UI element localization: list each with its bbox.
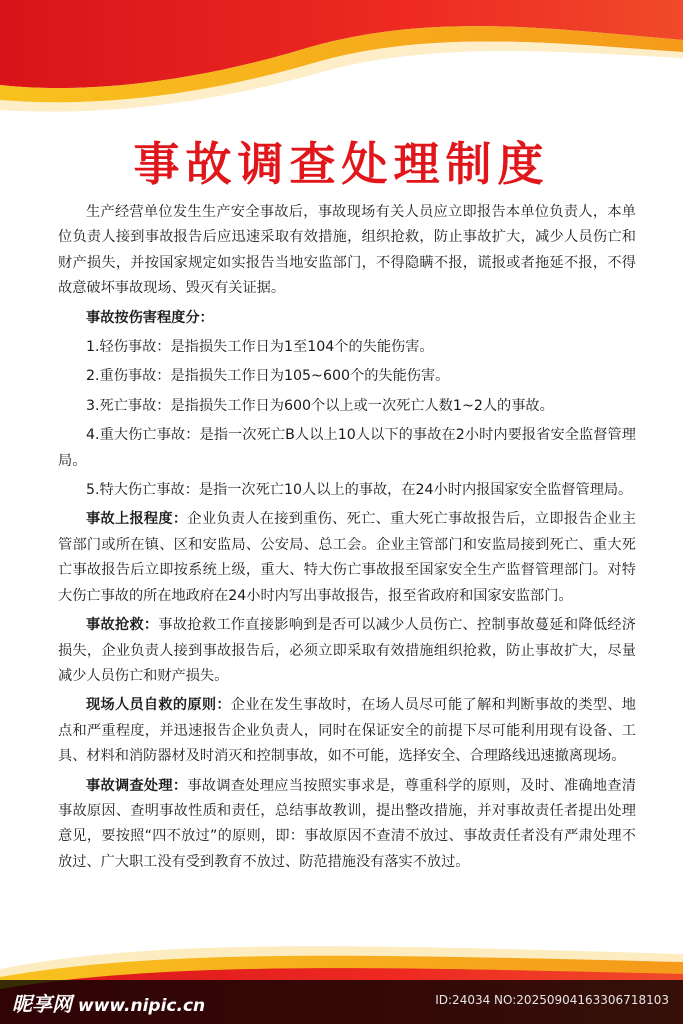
page-title: 事故调查处理制度 — [133, 137, 550, 191]
rescue-label: 事故抢救： — [86, 617, 159, 634]
classification-heading: 事故按伤害程度分： — [86, 309, 214, 326]
investigation-label: 事故调查处理： — [86, 777, 188, 794]
investigation-paragraph: 事故调查处理：事故调查处理应当按照实事求是，尊重科学的原则，及时、准确地查清事故原因、查明事故性质和责任，总结事故教训，提出整改措施，并对事故责任者提出处理意见，要按照“四不放过”的原则，即：事故原因不查清不放过、事故责任者没有严肃处理不放过、广大职工没有受到教育不放过、防范措施没有落实不放过。 — [58, 777, 636, 870]
image-id-text: ID:24034 NO:20250904163306718103 — [435, 993, 669, 1007]
list-item: 5.特大伤亡事故：是指一次死亡10人以上的事故，在24小时内报国家安全监督管理局。 — [86, 482, 633, 499]
regulation-body — [58, 200, 636, 879]
top-red-wave-decoration — [0, 0, 683, 130]
list-item: 2.重伤事故：是指损失工作日为105~600个的失能伤害。 — [86, 368, 450, 385]
intro-paragraph: 生产经营单位发生生产安全事故后，事故现场有关人员应立即报告本单位负责人，本单位负责人接到事故报告后应迅速采取有效措施，组织抢救，防止事故扩大，减少人员伤亡和财产损失，并按国家规定如实报告当地安监部门，不得隐瞒不报，谎报或者拖延不报，不得故意破坏事故现场、毁灭有关证据。 — [58, 204, 636, 297]
list-item: 1.轻伤事故：是指损失工作日为1至104个的失能伤害。 — [86, 339, 434, 356]
list-item: 3.死亡事故：是指损失工作日为600个以上或一次死亡人数1~2人的事故。 — [86, 397, 554, 414]
watermark-brand: 昵享网 — [12, 992, 72, 1016]
watermark-logo — [12, 988, 205, 1017]
list-item: 4.重大伤亡事故：是指一次死亡B人以上10人以下的事故在2小时内要报省安全监督管理局。 — [58, 427, 636, 469]
self-rescue-label: 现场人员自救的原则： — [86, 697, 231, 714]
watermark-bar — [0, 980, 683, 1024]
watermark-url: www.nipic.cn — [78, 996, 206, 1016]
self-rescue-paragraph: 现场人员自救的原则：企业在发生事故时，在场人员尽可能了解和判断事故的类型、地点和严重程度，并迅速报告企业负责人，同时在保证安全的前提下尽可能利用现有设备、工具、材料和消防器材及时消灭和控制事故，如不可能，选择安全、合理路线迅速撤离现场。 — [58, 697, 636, 765]
rescue-paragraph: 事故抢救：事故抢救工作直接影响到是否可以减少人员伤亡、控制事故蔓延和降低经济损失，企业负责人接到事故报告后，必须立即采取有效措施组织抢救，防止事故扩大，尽量减少人员伤亡和财产损失。 — [58, 617, 636, 684]
report-procedure-paragraph: 事故上报程度：企业负责人在接到重伤、死亡、重大死亡事故报告后，立即报告企业主管部门或所在镇、区和安监局、公安局、总工会。企业主管部门和安监局接到死亡、重大死亡事故报告后立即按系统上级，重大、特大伤亡事故报至国家安全生产监督管理部门。对特大伤亡事故的所在地政府在24小时内写出事故报告，报至省政府和国家安监部门。 — [58, 511, 636, 604]
report-procedure-label: 事故上报程度： — [86, 511, 188, 528]
